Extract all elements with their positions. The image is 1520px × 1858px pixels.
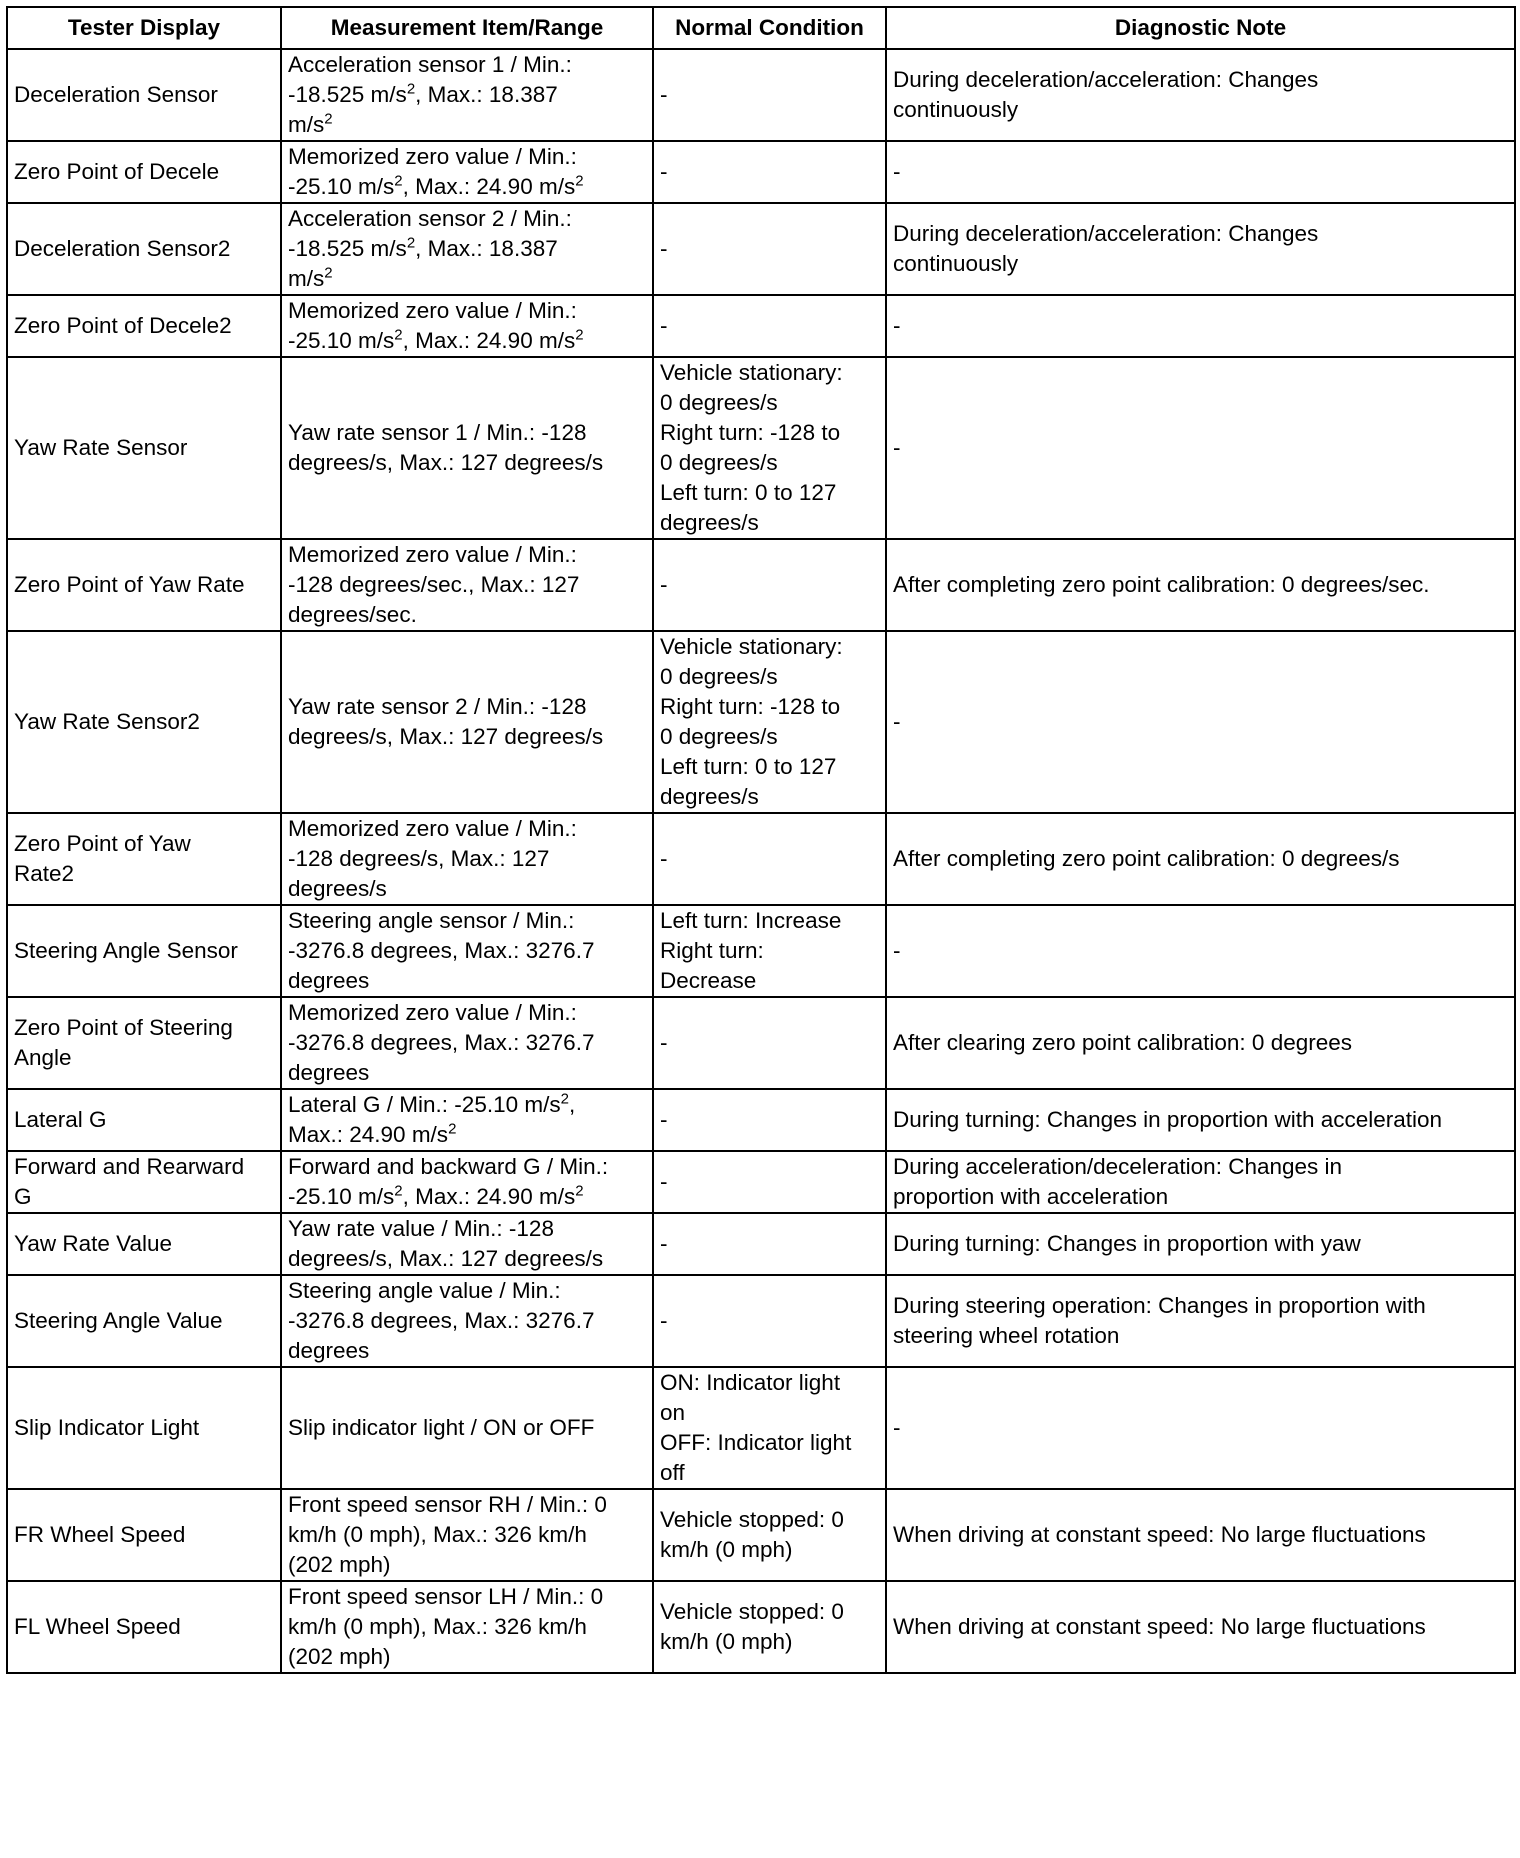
cell-tester-display: Yaw Rate Value: [7, 1213, 281, 1275]
cell-normal-condition: -: [653, 1213, 886, 1275]
cell-tester-display: Zero Point of Decele: [7, 141, 281, 203]
table-row: [7, 357, 1515, 539]
cell-normal-condition: Vehicle stopped: 0 km/h (0 mph): [653, 1489, 886, 1581]
cell-tester-display: Zero Point of Yaw Rate2: [7, 813, 281, 905]
cell-diagnostic-note: -: [886, 631, 1515, 813]
table-row: [7, 49, 1515, 141]
cell-normal-condition: Vehicle stationary: 0 degrees/s Right turn: -128 to 0 degrees/s Left turn: 0 to 127 degrees/s: [653, 357, 886, 539]
cell-normal-condition: ON: Indicator light on OFF: Indicator light off: [653, 1367, 886, 1489]
table-row: [7, 141, 1515, 203]
cell-normal-condition: -: [653, 997, 886, 1089]
cell-measurement-item: Lateral G / Min.: -25.10 $m/s^2$, Max.: 24.90 $m/s^2$: [281, 1089, 653, 1151]
table-row: [7, 539, 1515, 631]
diagnostic-data-table: [6, 6, 1516, 1674]
cell-tester-display: Lateral G: [7, 1089, 281, 1151]
cell-tester-display: Zero Point of Steering Angle: [7, 997, 281, 1089]
cell-measurement-item: Yaw rate sensor 1 / Min.: -128 degrees/s, Max.: 127 degrees/s: [281, 357, 653, 539]
cell-tester-display: Deceleration Sensor: [7, 49, 281, 141]
cell-tester-display: Zero Point of Yaw Rate: [7, 539, 281, 631]
cell-diagnostic-note: During turning: Changes in proportion with acceleration: [886, 1089, 1515, 1151]
table-row: [7, 997, 1515, 1089]
table-body: [7, 49, 1515, 1673]
cell-diagnostic-note: During steering operation: Changes in proportion with steering wheel rotation: [886, 1275, 1515, 1367]
table-row: [7, 1089, 1515, 1151]
cell-diagnostic-note: During deceleration/acceleration: Changes continuously: [886, 49, 1515, 141]
cell-diagnostic-note: -: [886, 905, 1515, 997]
cell-tester-display: Yaw Rate Sensor2: [7, 631, 281, 813]
cell-tester-display: Forward and Rearward G: [7, 1151, 281, 1213]
table-row: [7, 1489, 1515, 1581]
cell-normal-condition: Vehicle stationary: 0 degrees/s Right turn: -128 to 0 degrees/s Left turn: 0 to 127 degrees/s: [653, 631, 886, 813]
cell-diagnostic-note: -: [886, 141, 1515, 203]
cell-tester-display: Steering Angle Sensor: [7, 905, 281, 997]
cell-normal-condition: -: [653, 49, 886, 141]
cell-measurement-item: Memorized zero value / Min.: -128 degrees/s, Max.: 127 degrees/s: [281, 813, 653, 905]
cell-measurement-item: Steering angle sensor / Min.: -3276.8 degrees, Max.: 3276.7 degrees: [281, 905, 653, 997]
table-row: [7, 295, 1515, 357]
cell-tester-display: Slip Indicator Light: [7, 1367, 281, 1489]
cell-normal-condition: -: [653, 813, 886, 905]
cell-measurement-item: Acceleration sensor 2 / Min.: -18.525 $m/s^2$, Max.: 18.387 $m/s^2$: [281, 203, 653, 295]
cell-measurement-item: Yaw rate sensor 2 / Min.: -128 degrees/s, Max.: 127 degrees/s: [281, 631, 653, 813]
cell-normal-condition: -: [653, 141, 886, 203]
cell-measurement-item: Slip indicator light / ON or OFF: [281, 1367, 653, 1489]
table-header-row: [7, 7, 1515, 49]
header-tester-display: Tester Display: [7, 7, 281, 49]
cell-tester-display: Yaw Rate Sensor: [7, 357, 281, 539]
cell-normal-condition: -: [653, 203, 886, 295]
cell-diagnostic-note: After completing zero point calibration: 0 degrees/sec.: [886, 539, 1515, 631]
cell-measurement-item: Steering angle value / Min.: -3276.8 degrees, Max.: 3276.7 degrees: [281, 1275, 653, 1367]
table-row: [7, 1581, 1515, 1673]
cell-normal-condition: -: [653, 1275, 886, 1367]
header-normal-condition: Normal Condition: [653, 7, 886, 49]
table-row: [7, 1213, 1515, 1275]
cell-normal-condition: -: [653, 1151, 886, 1213]
cell-diagnostic-note: -: [886, 295, 1515, 357]
cell-measurement-item: Memorized zero value / Min.: -25.10 $m/s^2$, Max.: 24.90 $m/s^2$: [281, 295, 653, 357]
cell-diagnostic-note: -: [886, 357, 1515, 539]
cell-normal-condition: -: [653, 539, 886, 631]
header-diagnostic-note: Diagnostic Note: [886, 7, 1515, 49]
document-page: [6, 6, 1516, 1674]
cell-measurement-item: Front speed sensor LH / Min.: 0 km/h (0 mph), Max.: 326 km/h (202 mph): [281, 1581, 653, 1673]
table-row: [7, 203, 1515, 295]
table-row: [7, 1151, 1515, 1213]
cell-normal-condition: -: [653, 295, 886, 357]
cell-tester-display: FL Wheel Speed: [7, 1581, 281, 1673]
cell-normal-condition: Left turn: Increase Right turn: Decrease: [653, 905, 886, 997]
table-row: [7, 813, 1515, 905]
cell-measurement-item: Yaw rate value / Min.: -128 degrees/s, Max.: 127 degrees/s: [281, 1213, 653, 1275]
cell-normal-condition: Vehicle stopped: 0 km/h (0 mph): [653, 1581, 886, 1673]
cell-measurement-item: Forward and backward G / Min.: -25.10 $m/s^2$, Max.: 24.90 $m/s^2$: [281, 1151, 653, 1213]
header-measurement-item: Measurement Item/Range: [281, 7, 653, 49]
cell-diagnostic-note: During deceleration/acceleration: Changes continuously: [886, 203, 1515, 295]
cell-measurement-item: Memorized zero value / Min.: -3276.8 degrees, Max.: 3276.7 degrees: [281, 997, 653, 1089]
cell-tester-display: Zero Point of Decele2: [7, 295, 281, 357]
table-row: [7, 1275, 1515, 1367]
cell-diagnostic-note: During acceleration/deceleration: Changes in proportion with acceleration: [886, 1151, 1515, 1213]
cell-normal-condition: -: [653, 1089, 886, 1151]
cell-diagnostic-note: -: [886, 1367, 1515, 1489]
table-row: [7, 905, 1515, 997]
cell-measurement-item: Memorized zero value / Min.: -128 degrees/sec., Max.: 127 degrees/sec.: [281, 539, 653, 631]
cell-diagnostic-note: After completing zero point calibration: 0 degrees/s: [886, 813, 1515, 905]
cell-measurement-item: Memorized zero value / Min.: -25.10 $m/s^2$, Max.: 24.90 $m/s^2$: [281, 141, 653, 203]
cell-tester-display: FR Wheel Speed: [7, 1489, 281, 1581]
cell-tester-display: Steering Angle Value: [7, 1275, 281, 1367]
cell-measurement-item: Front speed sensor RH / Min.: 0 km/h (0 mph), Max.: 326 km/h (202 mph): [281, 1489, 653, 1581]
cell-measurement-item: Acceleration sensor 1 / Min.: -18.525 $m/s^2$, Max.: 18.387 $m/s^2$: [281, 49, 653, 141]
cell-diagnostic-note: When driving at constant speed: No large fluctuations: [886, 1489, 1515, 1581]
cell-diagnostic-note: After clearing zero point calibration: 0 degrees: [886, 997, 1515, 1089]
cell-diagnostic-note: When driving at constant speed: No large fluctuations: [886, 1581, 1515, 1673]
table-row: [7, 1367, 1515, 1489]
cell-diagnostic-note: During turning: Changes in proportion with yaw: [886, 1213, 1515, 1275]
cell-tester-display: Deceleration Sensor2: [7, 203, 281, 295]
table-row: [7, 631, 1515, 813]
